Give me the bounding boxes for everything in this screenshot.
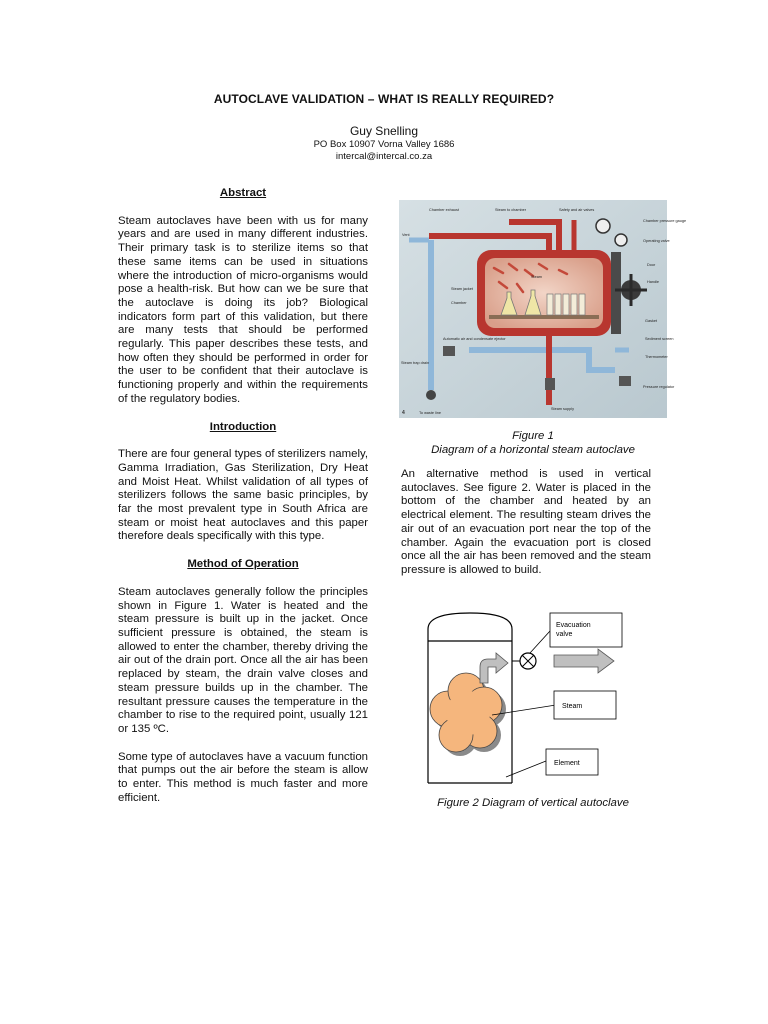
fig2-label-steam: Steam [562,703,583,710]
fig1-figure-number: 4 [402,410,405,416]
fig1-label-steam-jacket: Steam jacket [451,287,473,291]
fig1-label-thermometer: Thermometer [645,355,668,359]
fig1-label-steam-supply: Steam supply [551,407,575,411]
fig1-label-vent: Vent [402,233,410,237]
figure-1-horizontal-autoclave [399,200,687,418]
fig1-label-handle: Handle [647,280,660,284]
fig1-label-to-waste: To waste line [419,411,441,415]
author-address: PO Box 10907 Vorna Valley 1686 [313,139,455,150]
author-email: intercal@intercal.co.za [335,151,433,162]
fig1-label-sediment-screen: Sediment screen [645,337,674,341]
figure-1-caption [399,429,667,457]
figure-1-caption-number: Figure 1 [512,430,554,442]
fig1-label-door: Door [647,263,656,267]
abstract-heading: Abstract [219,187,267,199]
fig1-label-safety-valves: Safety and air valves [559,208,595,212]
paper-title: AUTOCLAVE VALIDATION – WHAT IS REALLY REQUIRED? [213,92,555,106]
abstract-paragraph: Steam autoclaves have been with us for many years and are used in many different industries. Their primary task is to sterilize items so that these same items can be used in situations where the introduction of micro-organisms would pose a health-risk. But how can we be sure that the autoclave is doing its job? Biological indicators form part of this validation, but there are many tests that should be performed regularly. This paper describes these tests, and how often they should be performed in order for the user to be confident that their autoclave is functioning properly and within the requirements of the regulatory bodies. [118,214,368,405]
introduction-heading: Introduction [209,420,277,433]
left-column [118,187,368,819]
fig1-label-operating-valve: Operating valve [643,239,670,243]
fig1-label-chamber-exhaust: Chamber exhaust [429,208,459,212]
author-name: Guy Snelling [349,124,419,138]
figure-2-caption: Figure 2 Diagram of vertical autoclave [437,797,629,809]
introduction-paragraph: There are four general types of sterilizers namely, Gamma Irradiation, Gas Sterilization, Dry Heat and Moist Heat. Whilst validation of all types of sterilizers follows the same basic principles, by far the most prevalent type in South Africa are steam or moist heat autoclaves and this paper therefore deals specifically with this type. [118,448,368,543]
figure-2-vertical-autoclave [418,605,648,790]
right-column-text [401,468,651,592]
fig1-label-steam-to-chamber: Steam to chamber [495,208,527,212]
method-paragraph-2: Some type of autoclaves have a vacuum function that pumps out the air before the steam is allow to enter. This method is much faster and more efficient. [118,750,368,804]
fig1-label-trap-drain: Steam trap drain [401,361,430,365]
fig1-label-chamber: Chamber [451,301,467,305]
method-heading: Method of Operation [187,558,299,571]
figure-1-caption-text: Diagram of a horizontal steam autoclave [431,444,635,456]
fig1-label-chamber-pressure: Chamber pressure gauge [643,219,687,223]
fig2-label-evacuation: Evacuation valve [556,622,591,638]
vertical-autoclave-paragraph: An alternative method is used in vertical autoclaves. See figure 2. Water is placed in the bottom of the chamber and heated by an electrical element. The resulting steam drives the air out of an evacuation port near the top of the chamber. Again the evacuation port is closed once all the air has been removed and the steam pressure is allowed to build. [401,468,651,576]
fig1-label-auto-air: Automatic air and condensate ejector [443,337,506,341]
fig1-label-gasket: Gasket [645,319,658,323]
fig2-label-element: Element [554,760,580,767]
fig1-label-pressure-regulator: Pressure regulator [643,385,675,389]
fig1-label-steam: Steam [531,275,542,279]
method-paragraph-1: Steam autoclaves generally follow the principles shown in Figure 1. Water is heated and the steam pressure is built up in the jacket. Once sufficient pressure is obtained, the steam is allowed to enter the chamber, thereby driving the air out of the drain port. Once all the air has been replaced by steam, the drain valve closes and steam pressure builds up in the chamber. The resultant pressure causes the temperature in the chamber to rise to the required point, usually 121 or 135 ºC. [118,585,368,735]
